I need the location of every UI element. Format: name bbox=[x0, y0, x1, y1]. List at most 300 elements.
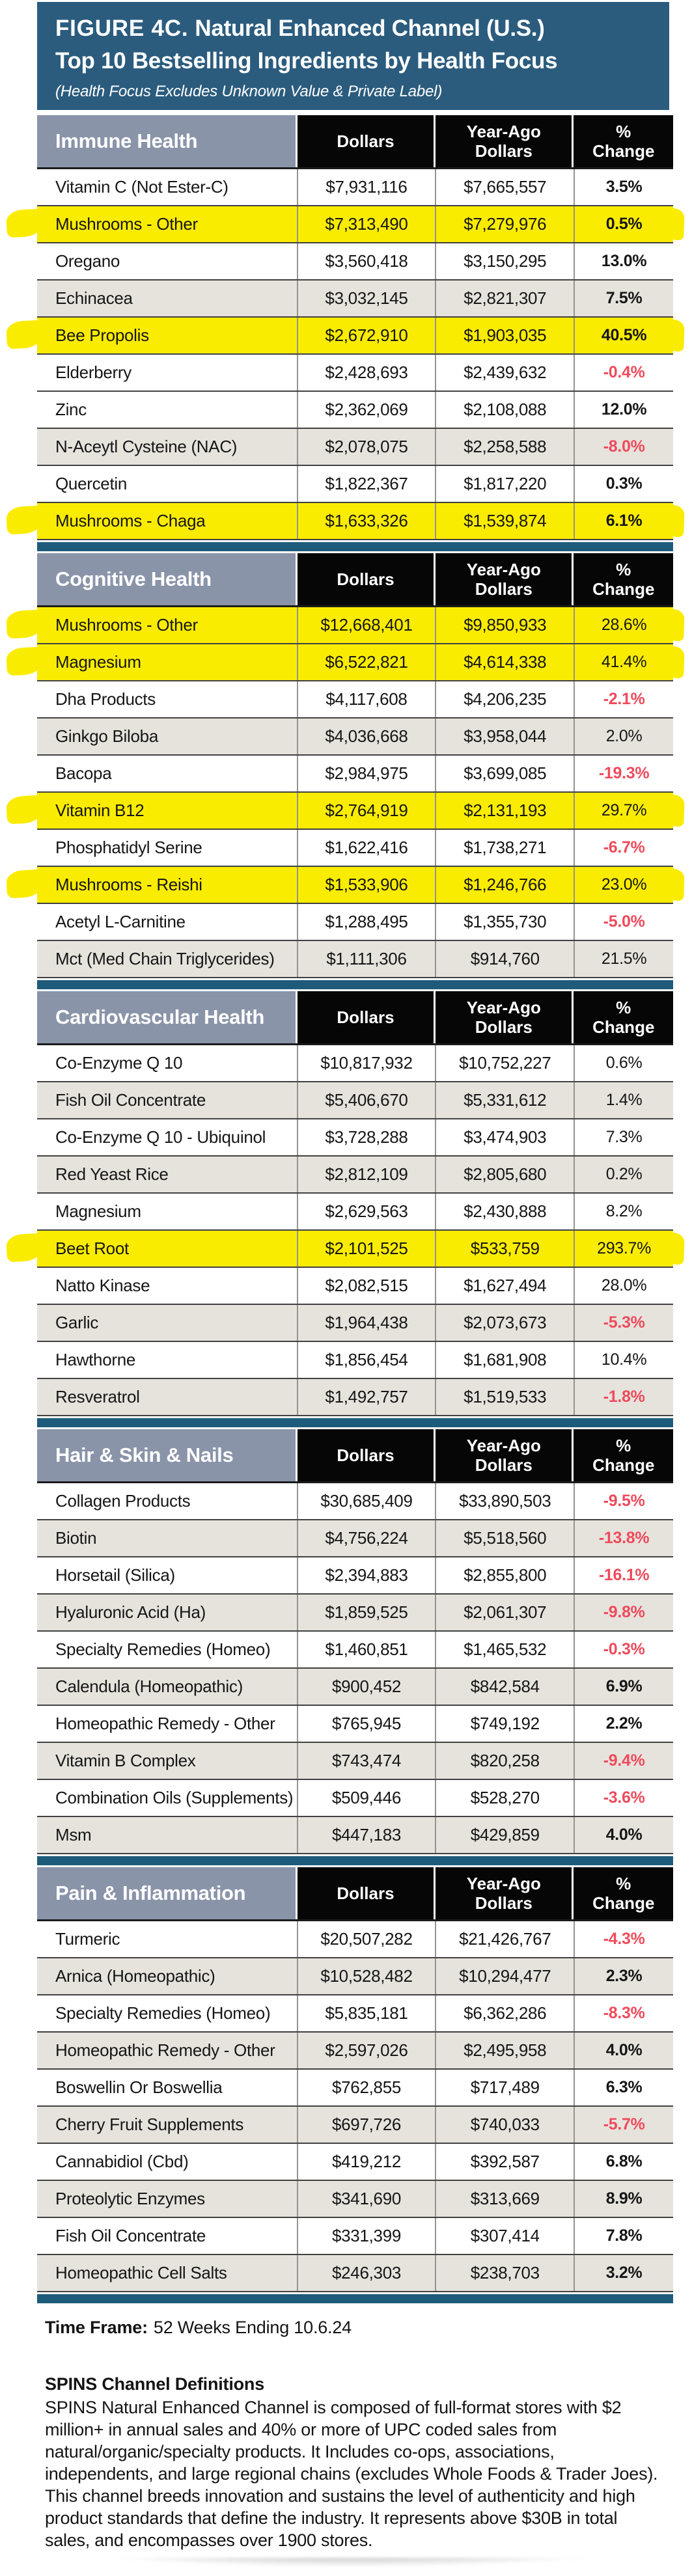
cell-ingredient: Mushrooms - Chaga bbox=[37, 503, 298, 539]
table-row bbox=[37, 1379, 673, 1416]
table-row bbox=[37, 243, 673, 281]
cell-dollars: $900,452 bbox=[298, 1669, 437, 1705]
cell-pct-change: 21.5% bbox=[601, 950, 647, 968]
table-row bbox=[37, 1958, 673, 1995]
cell-ingredient: Resveratrol bbox=[37, 1379, 298, 1415]
cell-dollars: $2,672,910 bbox=[298, 318, 437, 353]
cell-year-ago-dollars: $7,665,557 bbox=[436, 169, 575, 205]
table-row bbox=[37, 941, 673, 978]
column-header-dollars bbox=[298, 553, 434, 605]
cell-year-ago-dollars: $5,331,612 bbox=[436, 1082, 575, 1118]
cell-ingredient: Horsetail (Silica) bbox=[37, 1557, 298, 1593]
table-row bbox=[37, 1231, 673, 1268]
cell-ingredient: Collagen Products bbox=[37, 1483, 298, 1519]
cell-dollars: $509,446 bbox=[298, 1780, 437, 1816]
cell-ingredient: Specialty Remedies (Homeo) bbox=[37, 1632, 298, 1667]
table-section bbox=[37, 991, 673, 1427]
cell-pct-change: 6.9% bbox=[605, 1677, 643, 1696]
table-row bbox=[37, 1921, 673, 1958]
cell-ingredient: Vitamin B Complex bbox=[37, 1743, 298, 1779]
cell-pct-change: 10.4% bbox=[601, 1350, 647, 1369]
cell-dollars: $4,117,608 bbox=[298, 681, 437, 717]
column-header-year-ago bbox=[436, 1429, 572, 1481]
cell-ingredient: Combination Oils (Supplements) bbox=[37, 1780, 298, 1816]
cell-ingredient: Red Yeast Rice bbox=[37, 1157, 298, 1192]
table-row bbox=[37, 1119, 673, 1157]
table-row bbox=[37, 1780, 673, 1817]
cell-ingredient: Magnesium bbox=[37, 644, 298, 680]
column-header-year-ago bbox=[436, 115, 572, 167]
cell-dollars: $3,560,418 bbox=[298, 243, 437, 279]
column-header-year-ago-line1: Year-Ago bbox=[466, 997, 541, 1017]
section-header-row bbox=[37, 115, 673, 169]
cell-ingredient: Oregano bbox=[37, 243, 298, 279]
cell-pct-change: 293.7% bbox=[597, 1239, 652, 1258]
cell-pct-change: -19.3% bbox=[598, 764, 650, 783]
cell-year-ago-dollars: $10,294,477 bbox=[436, 1958, 575, 1994]
cell-ingredient: Homeopathic Remedy - Other bbox=[37, 2033, 298, 2068]
table-row bbox=[37, 1342, 673, 1379]
cell-pct-change: -16.1% bbox=[598, 1566, 650, 1585]
cell-year-ago-dollars: $3,150,295 bbox=[436, 243, 575, 279]
section-divider-bar bbox=[37, 542, 673, 551]
section-title: Hair & Skin & Nails bbox=[37, 1429, 296, 1481]
section-title: Cognitive Health bbox=[37, 553, 296, 605]
cell-year-ago-dollars: $21,426,767 bbox=[436, 1921, 575, 1957]
column-header-year-ago-line1: Year-Ago bbox=[466, 121, 541, 141]
cell-pct-change: 13.0% bbox=[601, 252, 647, 271]
cell-dollars: $2,629,563 bbox=[298, 1194, 437, 1229]
column-header-pct-line2: Change bbox=[592, 141, 655, 161]
table-row bbox=[37, 466, 673, 503]
cell-dollars: $5,835,181 bbox=[298, 1995, 437, 2031]
cell-year-ago-dollars: $2,073,673 bbox=[436, 1305, 575, 1341]
cell-pct-change: -9.8% bbox=[603, 1603, 645, 1622]
section-divider-bar bbox=[37, 980, 673, 989]
cell-dollars: $4,756,224 bbox=[298, 1520, 437, 1556]
section-title: Pain & Inflammation bbox=[37, 1867, 296, 1919]
cell-dollars: $2,078,075 bbox=[298, 429, 437, 465]
cell-pct-change: 8.9% bbox=[605, 2189, 643, 2208]
cell-dollars: $1,622,416 bbox=[298, 830, 437, 866]
cell-ingredient: Co-Enzyme Q 10 - Ubiquinol bbox=[37, 1119, 298, 1155]
table-row bbox=[37, 1082, 673, 1119]
cell-dollars: $10,817,932 bbox=[298, 1045, 437, 1081]
cell-pct-change: 6.8% bbox=[605, 2152, 643, 2171]
cell-year-ago-dollars: $2,855,800 bbox=[436, 1557, 575, 1593]
cell-ingredient: Quercetin bbox=[37, 466, 298, 502]
table-row bbox=[37, 1595, 673, 1632]
cell-dollars: $3,032,145 bbox=[298, 281, 437, 316]
cell-year-ago-dollars: $2,131,193 bbox=[436, 793, 575, 829]
table-section bbox=[37, 553, 673, 989]
cell-dollars: $12,668,401 bbox=[298, 607, 437, 643]
column-header-dollars-label: Dollars bbox=[337, 1446, 394, 1466]
cell-pct-change: 29.7% bbox=[601, 801, 647, 820]
cell-year-ago-dollars: $9,850,933 bbox=[436, 607, 575, 643]
cell-ingredient: Calendula (Homeopathic) bbox=[37, 1669, 298, 1705]
time-frame-label: Time Frame: bbox=[45, 2318, 148, 2338]
cell-ingredient: Fish Oil Concentrate bbox=[37, 1082, 298, 1118]
cell-dollars: $697,726 bbox=[298, 2107, 437, 2143]
column-header-pct-change bbox=[574, 991, 673, 1043]
cell-year-ago-dollars: $2,805,680 bbox=[436, 1157, 575, 1192]
cell-dollars: $419,212 bbox=[298, 2144, 437, 2180]
cell-ingredient: Cherry Fruit Supplements bbox=[37, 2107, 298, 2143]
cell-year-ago-dollars: $3,699,085 bbox=[436, 756, 575, 791]
time-frame-value: 52 Weeks Ending 10.6.24 bbox=[153, 2318, 352, 2338]
table-row bbox=[37, 1557, 673, 1595]
cell-pct-change: -5.3% bbox=[603, 1313, 645, 1332]
section-divider-bar bbox=[37, 1856, 673, 1865]
cell-ingredient: Ginkgo Biloba bbox=[37, 719, 298, 754]
cell-year-ago-dollars: $1,465,532 bbox=[436, 1632, 575, 1667]
cell-year-ago-dollars: $2,439,632 bbox=[436, 355, 575, 391]
column-header-pct-line1: % bbox=[616, 1873, 631, 1893]
cell-pct-change: 28.0% bbox=[601, 1276, 647, 1295]
cell-pct-change: -3.6% bbox=[603, 1788, 645, 1807]
cell-pct-change: -1.8% bbox=[603, 1388, 645, 1406]
cell-pct-change: -0.4% bbox=[603, 363, 645, 382]
table-row bbox=[37, 1268, 673, 1305]
cell-pct-change: 7.5% bbox=[605, 289, 643, 308]
cell-pct-change: 0.2% bbox=[605, 1165, 643, 1184]
cell-pct-change: 0.5% bbox=[605, 215, 643, 234]
table-row bbox=[37, 1669, 673, 1706]
cell-dollars: $765,945 bbox=[298, 1706, 437, 1742]
cell-ingredient: Hawthorne bbox=[37, 1342, 298, 1378]
table-row bbox=[37, 2033, 673, 2070]
table-row bbox=[37, 1045, 673, 1082]
column-header-dollars bbox=[298, 1429, 434, 1481]
section-rows bbox=[37, 607, 673, 978]
cell-dollars: $2,362,069 bbox=[298, 392, 437, 428]
table-row bbox=[37, 904, 673, 941]
cell-pct-change: -8.3% bbox=[603, 2004, 645, 2023]
cell-year-ago-dollars: $842,584 bbox=[436, 1669, 575, 1705]
cell-year-ago-dollars: $2,061,307 bbox=[436, 1595, 575, 1630]
cell-year-ago-dollars: $1,355,730 bbox=[436, 904, 575, 940]
cell-pct-change: -5.0% bbox=[603, 912, 645, 931]
cell-year-ago-dollars: $2,258,588 bbox=[436, 429, 575, 465]
column-header-dollars bbox=[298, 115, 434, 167]
figure-title-block bbox=[37, 2, 669, 110]
cell-dollars: $762,855 bbox=[298, 2070, 437, 2105]
cell-dollars: $1,964,438 bbox=[298, 1305, 437, 1341]
table-row bbox=[37, 607, 673, 644]
cell-pct-change: 1.4% bbox=[605, 1091, 643, 1110]
table-section bbox=[37, 1429, 673, 1865]
cell-year-ago-dollars: $1,681,908 bbox=[436, 1342, 575, 1378]
cell-dollars: $743,474 bbox=[298, 1743, 437, 1779]
cell-dollars: $331,399 bbox=[298, 2218, 437, 2254]
cell-dollars: $2,812,109 bbox=[298, 1157, 437, 1192]
table-row bbox=[37, 429, 673, 466]
cell-ingredient: Mushrooms - Other bbox=[37, 206, 298, 242]
cell-ingredient: Elderberry bbox=[37, 355, 298, 391]
cell-ingredient: Acetyl L-Carnitine bbox=[37, 904, 298, 940]
cell-dollars: $341,690 bbox=[298, 2181, 437, 2217]
cell-ingredient: Bee Propolis bbox=[37, 318, 298, 353]
cell-ingredient: Magnesium bbox=[37, 1194, 298, 1229]
section-rows bbox=[37, 169, 673, 540]
time-frame bbox=[45, 2318, 669, 2338]
column-header-pct-line2: Change bbox=[592, 1455, 655, 1475]
column-header-year-ago-line2: Dollars bbox=[475, 141, 533, 161]
table-section bbox=[37, 1867, 673, 2303]
cell-ingredient: Dha Products bbox=[37, 681, 298, 717]
cell-ingredient: Zinc bbox=[37, 392, 298, 428]
cell-year-ago-dollars: $3,958,044 bbox=[436, 719, 575, 754]
cell-dollars: $1,859,525 bbox=[298, 1595, 437, 1630]
cell-ingredient: Garlic bbox=[37, 1305, 298, 1341]
cell-dollars: $6,522,821 bbox=[298, 644, 437, 680]
column-header-pct-line1: % bbox=[616, 997, 631, 1017]
table-row bbox=[37, 1157, 673, 1194]
cell-dollars: $2,428,693 bbox=[298, 355, 437, 391]
table-row bbox=[37, 503, 673, 540]
channel-definitions-heading: SPINS Channel Definitions bbox=[45, 2374, 265, 2394]
cell-pct-change: 0.6% bbox=[605, 1054, 643, 1073]
figure-title-line1 bbox=[55, 12, 657, 45]
cell-year-ago-dollars: $6,362,286 bbox=[436, 1995, 575, 2031]
cell-ingredient: Fish Oil Concentrate bbox=[37, 2218, 298, 2254]
cell-year-ago-dollars: $429,859 bbox=[436, 1817, 575, 1853]
channel-definitions-body: SPINS Natural Enhanced Channel is composed of full-format stores with $2 million+ in annual sales and 40% or more of UPC coded sales from natural/organic/specialty products. It Includes co-ops, associations, independents, and large regional chains (excludes Whole Foods & Trader Joes). This channel breeds innovation and sustains the level of authenticity and high product standards that define the industry. It represents above $30B in total sales, and encompasses over 1900 stores. bbox=[45, 2398, 658, 2551]
cell-pct-change: 3.5% bbox=[605, 178, 643, 197]
cell-dollars: $1,288,495 bbox=[298, 904, 437, 940]
table-row bbox=[37, 719, 673, 756]
cell-year-ago-dollars: $307,414 bbox=[436, 2218, 575, 2254]
cell-dollars: $1,533,906 bbox=[298, 867, 437, 903]
cell-year-ago-dollars: $4,614,338 bbox=[436, 644, 575, 680]
cell-dollars: $2,394,883 bbox=[298, 1557, 437, 1593]
column-header-dollars bbox=[298, 1867, 434, 1919]
cell-year-ago-dollars: $5,518,560 bbox=[436, 1520, 575, 1556]
column-header-pct-change bbox=[574, 1867, 673, 1919]
column-header-pct-line2: Change bbox=[592, 1893, 655, 1913]
cell-dollars: $246,303 bbox=[298, 2255, 437, 2291]
cell-year-ago-dollars: $7,279,976 bbox=[436, 206, 575, 242]
health-focus-table bbox=[37, 115, 673, 2303]
cell-year-ago-dollars: $1,519,533 bbox=[436, 1379, 575, 1415]
cell-ingredient: Msm bbox=[37, 1817, 298, 1853]
cell-dollars: $4,036,668 bbox=[298, 719, 437, 754]
section-title: Immune Health bbox=[37, 115, 296, 167]
column-header-year-ago bbox=[436, 553, 572, 605]
cell-year-ago-dollars: $1,738,271 bbox=[436, 830, 575, 866]
cell-year-ago-dollars: $392,587 bbox=[436, 2144, 575, 2180]
cell-dollars: $7,931,116 bbox=[298, 169, 437, 205]
column-header-year-ago-line1: Year-Ago bbox=[466, 559, 541, 579]
section-title: Cardiovascular Health bbox=[37, 991, 296, 1043]
cell-year-ago-dollars: $33,890,503 bbox=[436, 1483, 575, 1519]
cell-dollars: $1,822,367 bbox=[298, 466, 437, 502]
column-header-year-ago bbox=[436, 991, 572, 1043]
column-header-year-ago-line2: Dollars bbox=[475, 1455, 533, 1475]
table-row bbox=[37, 169, 673, 206]
cell-pct-change: 6.1% bbox=[605, 512, 643, 530]
column-header-pct-line1: % bbox=[616, 1435, 631, 1455]
cell-ingredient: Cannabidiol (Cbd) bbox=[37, 2144, 298, 2180]
section-divider-bar bbox=[37, 2294, 673, 2303]
cell-year-ago-dollars: $749,192 bbox=[436, 1706, 575, 1742]
page-bottom-shadow bbox=[29, 2558, 672, 2572]
cell-ingredient: Boswellin Or Boswellia bbox=[37, 2070, 298, 2105]
cell-pct-change: -8.0% bbox=[603, 437, 645, 456]
cell-ingredient: Turmeric bbox=[37, 1921, 298, 1957]
figure-title-line2: Top 10 Bestselling Ingredients by Health Focus bbox=[55, 48, 558, 74]
cell-dollars: $2,984,975 bbox=[298, 756, 437, 791]
cell-year-ago-dollars: $717,489 bbox=[436, 2070, 575, 2105]
cell-pct-change: 28.6% bbox=[601, 616, 647, 635]
table-row bbox=[37, 644, 673, 681]
table-row bbox=[37, 1995, 673, 2033]
cell-pct-change: -4.3% bbox=[603, 1930, 645, 1949]
cell-year-ago-dollars: $528,270 bbox=[436, 1780, 575, 1816]
column-header-pct-change bbox=[574, 115, 673, 167]
table-section bbox=[37, 115, 673, 551]
cell-dollars: $10,528,482 bbox=[298, 1958, 437, 1994]
cell-pct-change: -2.1% bbox=[603, 690, 645, 709]
cell-pct-change: -5.7% bbox=[603, 2115, 645, 2134]
cell-pct-change: 4.0% bbox=[605, 1826, 643, 1844]
cell-pct-change: 2.3% bbox=[605, 1967, 643, 1986]
table-row bbox=[37, 1817, 673, 1854]
cell-dollars: $20,507,282 bbox=[298, 1921, 437, 1957]
cell-year-ago-dollars: $2,821,307 bbox=[436, 281, 575, 316]
cell-year-ago-dollars: $1,903,035 bbox=[436, 318, 575, 353]
cell-pct-change: 41.4% bbox=[601, 653, 647, 672]
figure-label: FIGURE 4C. bbox=[55, 16, 189, 41]
table-row bbox=[37, 1483, 673, 1520]
table-row bbox=[37, 2181, 673, 2218]
column-header-pct-line2: Change bbox=[592, 1017, 655, 1037]
column-header-year-ago-line1: Year-Ago bbox=[466, 1435, 541, 1455]
cell-dollars: $1,111,306 bbox=[298, 941, 437, 977]
table-row bbox=[37, 355, 673, 392]
cell-dollars: $2,082,515 bbox=[298, 1268, 437, 1304]
cell-dollars: $2,597,026 bbox=[298, 2033, 437, 2068]
cell-ingredient: Arnica (Homeopathic) bbox=[37, 1958, 298, 1994]
section-header-row bbox=[37, 1429, 673, 1483]
cell-pct-change: 23.0% bbox=[601, 875, 647, 894]
cell-year-ago-dollars: $1,627,494 bbox=[436, 1268, 575, 1304]
cell-ingredient: Proteolytic Enzymes bbox=[37, 2181, 298, 2217]
column-header-pct-line1: % bbox=[616, 559, 631, 579]
cell-year-ago-dollars: $2,108,088 bbox=[436, 392, 575, 428]
cell-pct-change: 8.2% bbox=[605, 1202, 643, 1221]
cell-pct-change: 0.3% bbox=[605, 474, 643, 493]
table-row bbox=[37, 1305, 673, 1342]
cell-year-ago-dollars: $10,752,227 bbox=[436, 1045, 575, 1081]
table-row bbox=[37, 756, 673, 793]
cell-year-ago-dollars: $1,817,220 bbox=[436, 466, 575, 502]
cell-dollars: $2,101,525 bbox=[298, 1231, 437, 1267]
column-header-pct-line1: % bbox=[616, 121, 631, 141]
cell-year-ago-dollars: $1,539,874 bbox=[436, 503, 575, 539]
cell-dollars: $30,685,409 bbox=[298, 1483, 437, 1519]
cell-ingredient: Co-Enzyme Q 10 bbox=[37, 1045, 298, 1081]
cell-year-ago-dollars: $313,669 bbox=[436, 2181, 575, 2217]
table-row bbox=[37, 281, 673, 318]
cell-pct-change: 2.2% bbox=[605, 1714, 643, 1733]
cell-ingredient: N-Aceytl Cysteine (NAC) bbox=[37, 429, 298, 465]
table-row bbox=[37, 2144, 673, 2181]
cell-pct-change: 12.0% bbox=[601, 400, 647, 419]
table-row bbox=[37, 793, 673, 830]
footer bbox=[45, 2318, 669, 2551]
cell-ingredient: Vitamin B12 bbox=[37, 793, 298, 829]
cell-pct-change: 7.3% bbox=[605, 1128, 643, 1147]
cell-ingredient: Mct (Med Chain Triglycerides) bbox=[37, 941, 298, 977]
cell-pct-change: 7.8% bbox=[605, 2227, 643, 2245]
cell-year-ago-dollars: $3,474,903 bbox=[436, 1119, 575, 1155]
cell-pct-change: -9.4% bbox=[603, 1751, 645, 1770]
column-header-year-ago bbox=[436, 1867, 572, 1919]
cell-year-ago-dollars: $238,703 bbox=[436, 2255, 575, 2291]
section-rows bbox=[37, 1921, 673, 2292]
table-row bbox=[37, 1743, 673, 1780]
cell-pct-change: -13.8% bbox=[598, 1529, 650, 1548]
column-header-year-ago-line2: Dollars bbox=[475, 1893, 533, 1913]
cell-ingredient: Homeopathic Remedy - Other bbox=[37, 1706, 298, 1742]
cell-ingredient: Mushrooms - Reishi bbox=[37, 867, 298, 903]
cell-pct-change: -6.7% bbox=[603, 838, 645, 857]
column-header-pct-change bbox=[574, 1429, 673, 1481]
column-header-pct-line2: Change bbox=[592, 579, 655, 599]
cell-ingredient: Vitamin C (Not Ester-C) bbox=[37, 169, 298, 205]
section-rows bbox=[37, 1045, 673, 1416]
cell-year-ago-dollars: $740,033 bbox=[436, 2107, 575, 2143]
section-header-row bbox=[37, 991, 673, 1045]
cell-pct-change: -0.3% bbox=[603, 1640, 645, 1659]
table-row bbox=[37, 206, 673, 243]
cell-year-ago-dollars: $2,495,958 bbox=[436, 2033, 575, 2068]
cell-ingredient: Bacopa bbox=[37, 756, 298, 791]
table-row bbox=[37, 2218, 673, 2255]
cell-ingredient: Hyaluronic Acid (Ha) bbox=[37, 1595, 298, 1630]
column-header-dollars-label: Dollars bbox=[337, 569, 394, 590]
table-row bbox=[37, 2107, 673, 2144]
cell-year-ago-dollars: $1,246,766 bbox=[436, 867, 575, 903]
figure-subtitle: (Health Focus Excludes Unknown Value & Private Label) bbox=[55, 83, 443, 101]
table-row bbox=[37, 681, 673, 719]
section-rows bbox=[37, 1483, 673, 1854]
cell-ingredient: Homeopathic Cell Salts bbox=[37, 2255, 298, 2291]
table-row bbox=[37, 1520, 673, 1557]
cell-pct-change: -9.5% bbox=[603, 1492, 645, 1511]
cell-year-ago-dollars: $533,759 bbox=[436, 1231, 575, 1267]
column-header-dollars bbox=[298, 991, 434, 1043]
section-divider-bar bbox=[37, 1418, 673, 1427]
cell-ingredient: Phosphatidyl Serine bbox=[37, 830, 298, 866]
table-row bbox=[37, 1194, 673, 1231]
cell-dollars: $447,183 bbox=[298, 1817, 437, 1853]
section-header-row bbox=[37, 1867, 673, 1921]
cell-pct-change: 4.0% bbox=[605, 2041, 643, 2060]
column-header-dollars-label: Dollars bbox=[337, 1007, 394, 1028]
cell-dollars: $2,764,919 bbox=[298, 793, 437, 829]
cell-ingredient: Echinacea bbox=[37, 281, 298, 316]
column-header-year-ago-line2: Dollars bbox=[475, 1017, 533, 1037]
cell-ingredient: Mushrooms - Other bbox=[37, 607, 298, 643]
cell-dollars: $5,406,670 bbox=[298, 1082, 437, 1118]
table-row bbox=[37, 1706, 673, 1743]
cell-dollars: $1,460,851 bbox=[298, 1632, 437, 1667]
table-row bbox=[37, 830, 673, 867]
cell-ingredient: Biotin bbox=[37, 1520, 298, 1556]
